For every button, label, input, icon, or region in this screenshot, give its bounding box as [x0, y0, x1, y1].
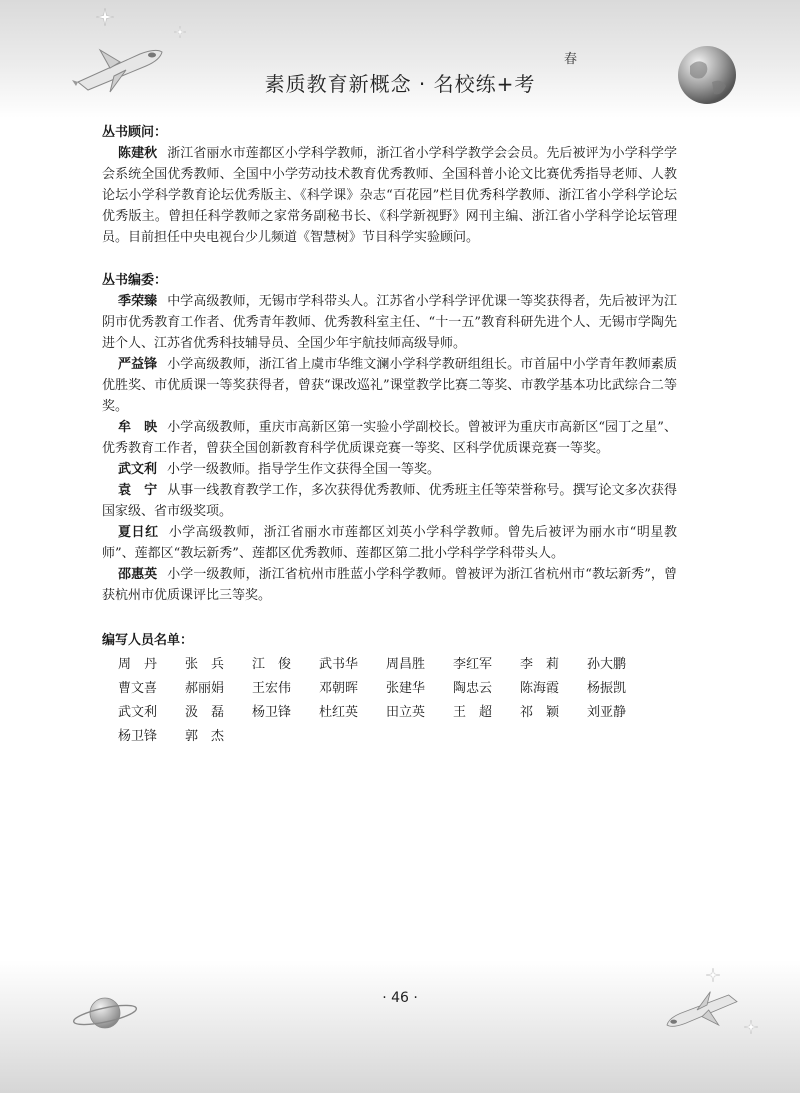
- writer-name: 李 莉: [520, 657, 560, 672]
- writer-name: 杨卫锋: [118, 729, 158, 744]
- writer-name: 李红军: [453, 657, 493, 672]
- editor-entry: [102, 480, 677, 522]
- writer-name: 刘亚静: [587, 705, 627, 720]
- writer-name: 杜红英: [319, 705, 359, 720]
- writer-name: 武书华: [319, 657, 359, 672]
- writer-name: 江 俊: [252, 657, 292, 672]
- star-icon: [744, 1020, 758, 1034]
- editor-entry: [102, 522, 677, 564]
- writer-name: 邓朝晖: [319, 681, 359, 696]
- editor-entry: [102, 417, 677, 459]
- person-bio: 小学一级教师，浙江省杭州市胜蓝小学科学教师。曾被评为浙江省杭州市“教坛新秀”，曾获杭州市优质课评比三等奖。: [102, 567, 677, 603]
- person-bio: 浙江省丽水市莲都区小学科学教师，浙江省小学科学教学会会员。先后被评为小学科学学会系统全国优秀教师、全国中小学劳动技术教育优秀教师、全国科普小论文比赛优秀指导老师、人教论坛小学科学教育论坛优秀版主、《科学课》杂志“百花园”栏目优秀科学教师、浙江省小学科学论坛优秀版主。曾担任科学教师之家常务副秘书长、《科学新视野》网刊主编、浙江省小学科学论坛管理员。目前担任中央电视台少儿频道《智慧树》节目科学实验顾问。: [102, 146, 677, 245]
- writer-name: 曹文喜: [118, 681, 158, 696]
- editor-entry: [102, 291, 677, 354]
- advisor-entry: [102, 143, 677, 248]
- writers-list: [118, 653, 677, 748]
- writer-name: 郝丽娟: [185, 681, 225, 696]
- writer-name: 武文利: [118, 705, 158, 720]
- editor-entry: [102, 564, 677, 606]
- writer-name: 王宏伟: [252, 681, 292, 696]
- person-name: 武文利: [118, 462, 158, 477]
- person-name: 袁 宁: [118, 483, 158, 498]
- writer-name: 祁 颖: [520, 705, 560, 720]
- writer-name: 王 超: [453, 705, 493, 720]
- editor-entry: [102, 354, 677, 417]
- writers-heading: 编写人员名单：: [102, 633, 194, 648]
- writer-name: 张 兵: [185, 657, 225, 672]
- star-icon: [174, 26, 186, 38]
- star-icon: [706, 968, 720, 982]
- writer-name: 杨卫锋: [252, 705, 292, 720]
- person-bio: 小学高级教师，重庆市高新区第一实验小学副校长。曾被评为重庆市高新区“园丁之星”、优秀教育工作者，曾获全国创新教育科学优质课竞赛一等奖、区科学优质课竞赛一等奖。: [102, 420, 677, 456]
- person-name: 陈建秋: [118, 146, 158, 161]
- editors-heading: 丛书编委：: [102, 273, 168, 288]
- writer-name: 汲 磊: [185, 705, 225, 720]
- page-number: · 46 ·: [382, 990, 418, 1006]
- person-bio: 从事一线教育教学工作，多次获得优秀教师、优秀班主任等荣誉称号。撰写论文多次获得国家级、省市级奖项。: [102, 483, 677, 519]
- person-name: 牟 映: [118, 420, 158, 435]
- editor-entry: [102, 459, 677, 480]
- writer-name: 张建华: [386, 681, 426, 696]
- person-bio: 小学高级教师，浙江省丽水市莲都区刘英小学科学教师。曾先后被评为丽水市“明星教师”、莲都区“教坛新秀”、莲都区优秀教师、莲都区第二批小学科学学科带头人。: [102, 525, 677, 561]
- writer-name: 孙大鹏: [587, 657, 627, 672]
- writer-name: 郭 杰: [185, 729, 225, 744]
- person-name: 季荣臻: [118, 294, 158, 309]
- person-bio: 小学高级教师，浙江省上虞市华维文澜小学科学教研组组长。市首届中小学青年教师素质优胜奖、市优质课一等奖获得者，曾获“课改巡礼”课堂教学比赛二等奖、市教学基本功比武综合二等奖。: [102, 357, 677, 414]
- writer-name: 陈海霞: [520, 681, 560, 696]
- star-icon: [96, 8, 114, 26]
- book-series-title: 素质教育新概念 · 名校练+考: [264, 72, 536, 96]
- person-bio: 小学一级教师。指导学生作文获得全国一等奖。: [167, 462, 441, 477]
- person-name: 严益锋: [118, 357, 158, 372]
- advisors-heading: 丛书顾问：: [102, 125, 168, 140]
- writer-name: 周昌胜: [386, 657, 426, 672]
- person-name: 邵惠英: [118, 567, 158, 582]
- writer-name: 田立英: [386, 705, 426, 720]
- person-bio: 中学高级教师，无锡市学科带头人。江苏省小学科学评优课一等奖获得者，先后被评为江阴市优秀教育工作者、优秀青年教师、优秀教科室主任、“十一五”教育科研先进个人、无锡市学陶先进个人、江苏省优秀科技辅导员、全国少年宇航技师高级导师。: [102, 294, 677, 351]
- writer-name: 陶忠云: [453, 681, 493, 696]
- season-label: 春: [564, 52, 578, 67]
- person-name: 夏日红: [118, 525, 159, 540]
- writer-name: 周 丹: [118, 657, 158, 672]
- page-content: [102, 122, 677, 748]
- writer-name: 杨振凯: [587, 681, 627, 696]
